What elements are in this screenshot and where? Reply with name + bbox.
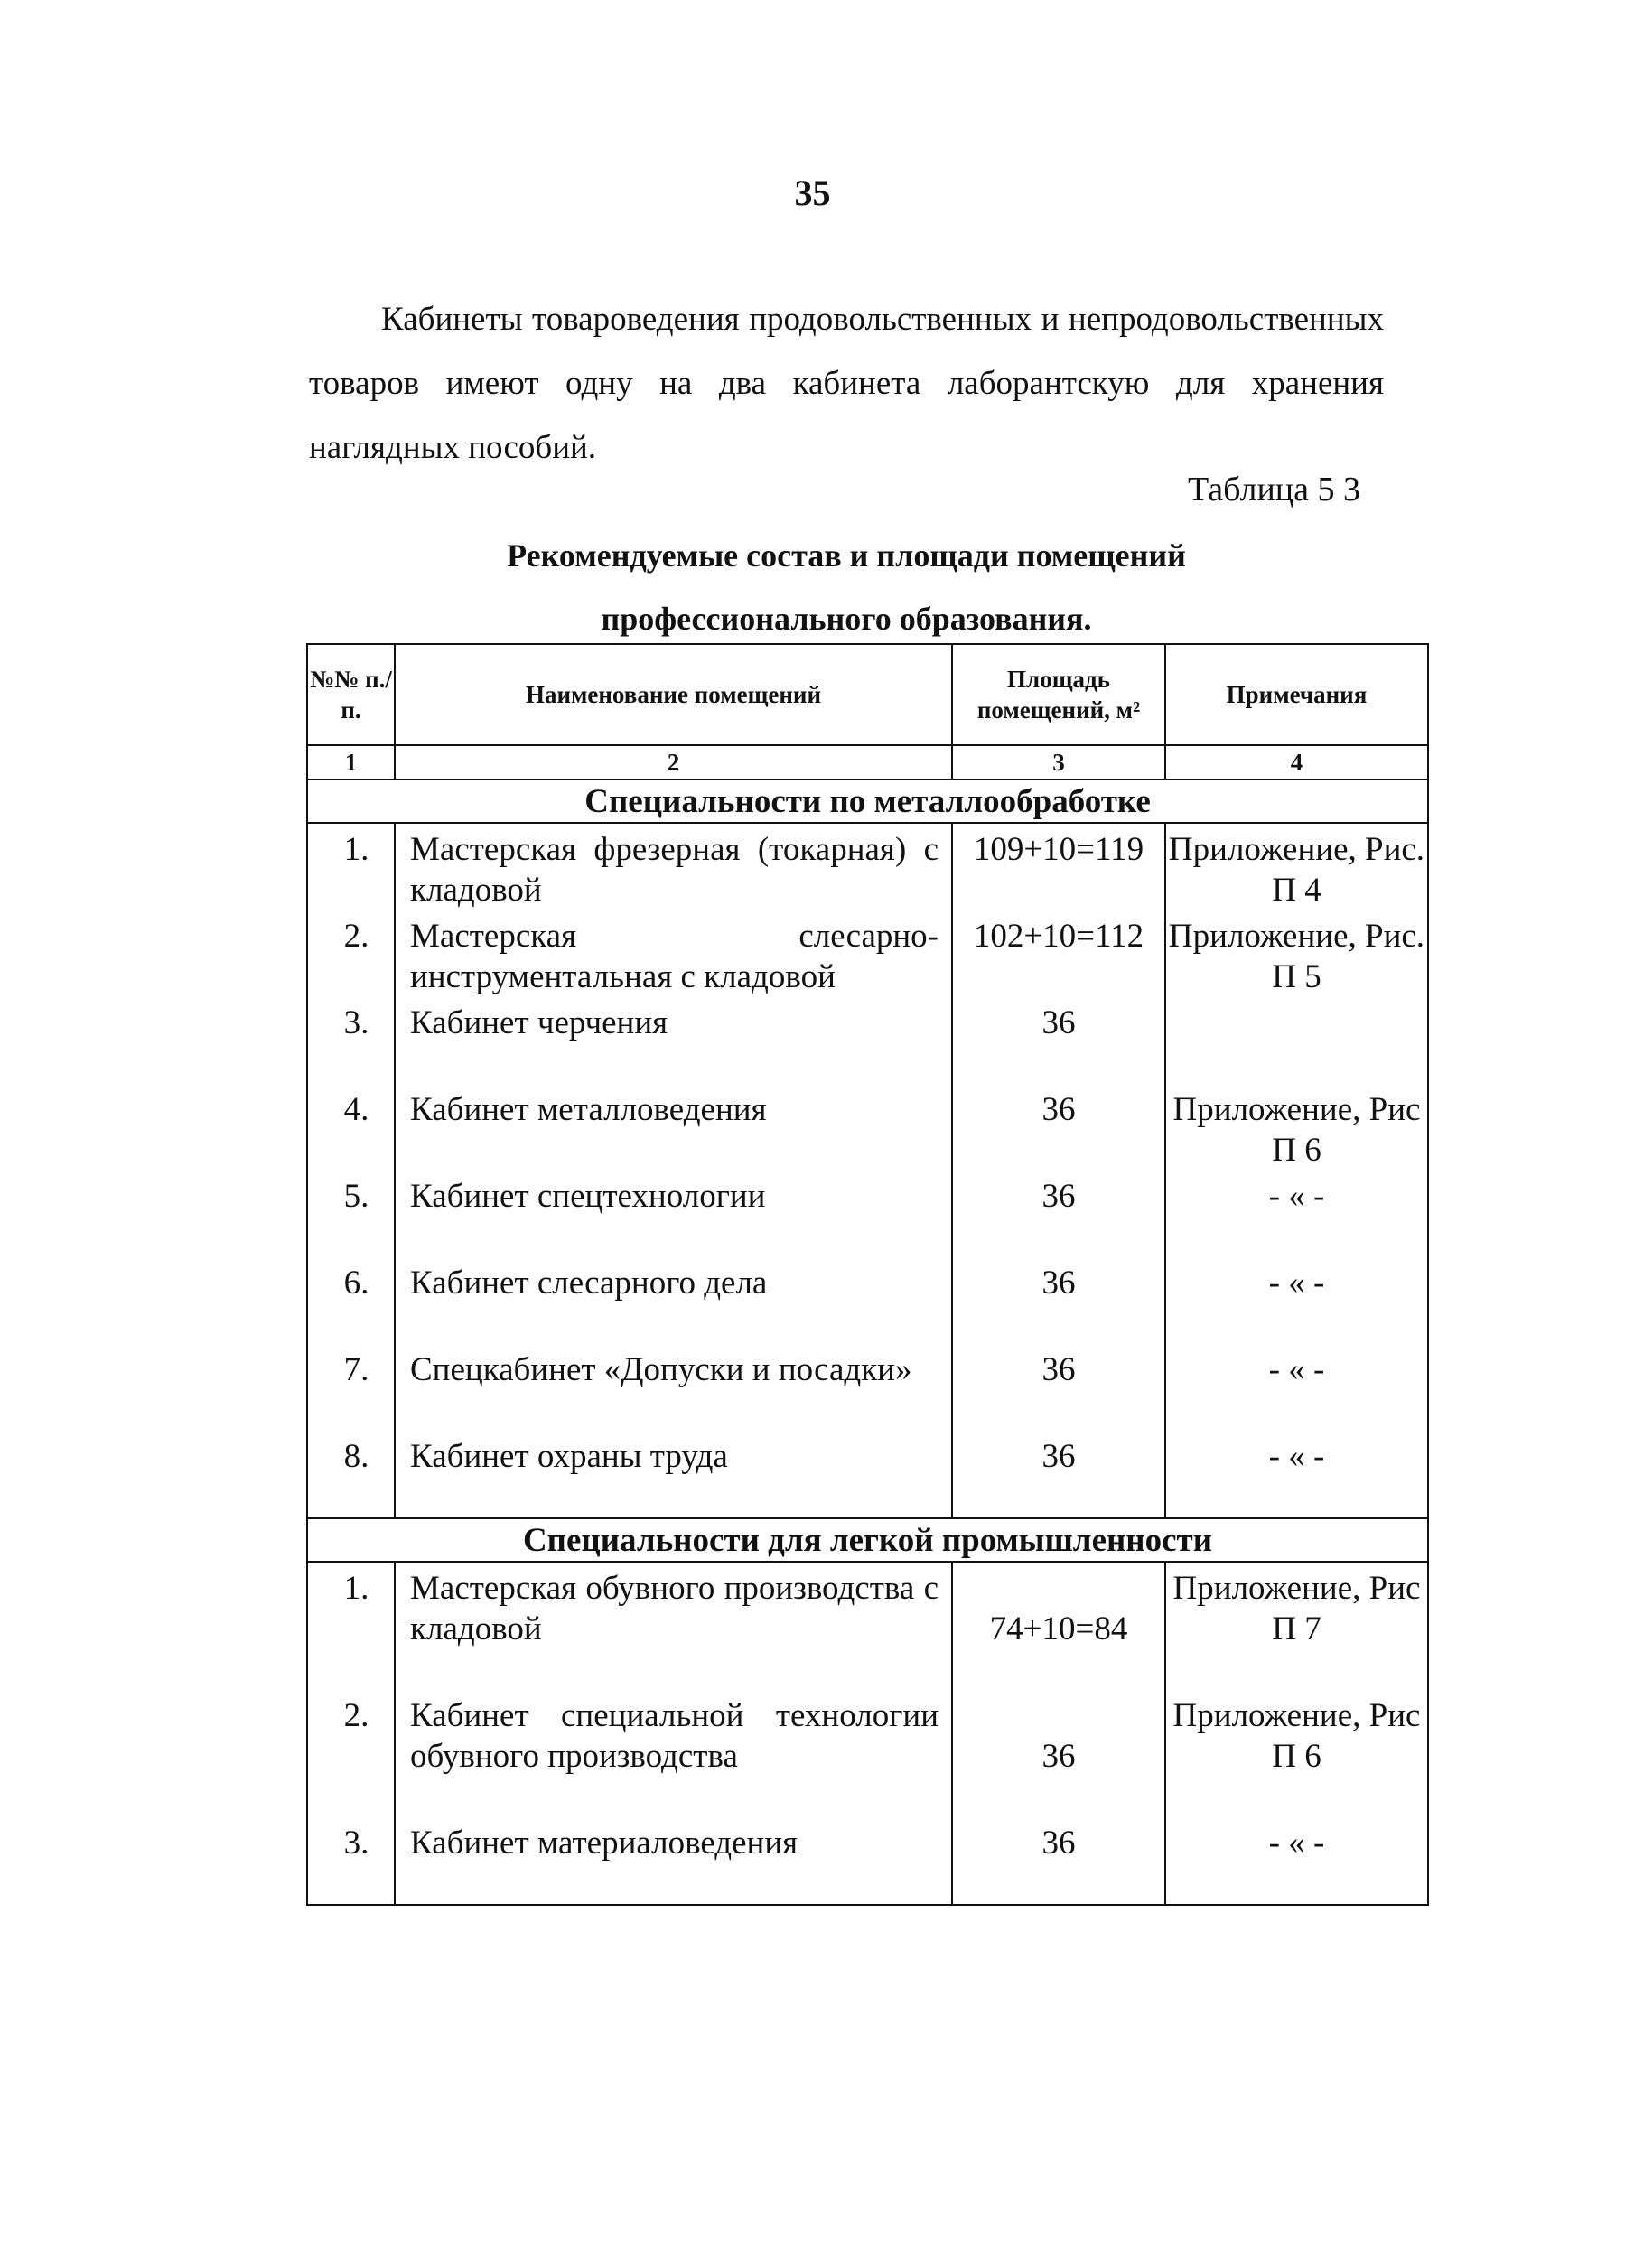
table-title-line-2: профессионального образования. (601, 601, 1092, 637)
row-note: Приложение, Рис. П 4 (1165, 823, 1428, 910)
row-name: Мастерская обувного производства с кладовой (395, 1562, 952, 1690)
column-number: 2 (395, 745, 952, 779)
row-num: 4. (307, 1084, 395, 1171)
intro-text: Кабинеты товароведения продовольственных и непродовольственных товаров имеют одну на два кабинета лаборантскую для хранения наглядных пособий. (309, 301, 1384, 466)
row-name: Кабинет специальной технологии обувного производства (395, 1690, 952, 1817)
row-num: 6. (307, 1257, 395, 1344)
intro-paragraph (309, 287, 1384, 480)
row-name: Кабинет черчения (395, 997, 952, 1084)
row-num: 1. (307, 823, 395, 910)
row-num: 3. (307, 1817, 395, 1905)
row-area: 36 (952, 1690, 1165, 1817)
section-row (307, 1518, 1428, 1562)
section-title: Специальности по металлообработке (307, 779, 1428, 823)
row-area: 36 (952, 1084, 1165, 1171)
row-num: 5. (307, 1171, 395, 1257)
column-number: 4 (1165, 745, 1428, 779)
row-note: Приложение, Рис П 7 (1165, 1562, 1428, 1690)
row-note (1165, 997, 1428, 1084)
rooms-table (306, 643, 1429, 1906)
table-row (307, 823, 1428, 910)
table-row (307, 1344, 1428, 1431)
row-note: Приложение, Рис П 6 (1165, 1084, 1428, 1171)
row-num: 7. (307, 1344, 395, 1431)
table-row (307, 1257, 1428, 1344)
row-name: Кабинет материаловедения (395, 1817, 952, 1905)
row-area: 36 (952, 1817, 1165, 1905)
header-area: Площадь помещений, м² (952, 644, 1165, 745)
table-row (307, 1171, 1428, 1257)
row-area: 109+10=119 (952, 823, 1165, 910)
table-header-row (307, 644, 1428, 745)
row-name: Мастерская слесарно-инструментальная с кладовой (395, 910, 952, 997)
row-note: - « - (1165, 1344, 1428, 1431)
section-row (307, 779, 1428, 823)
row-name: Спецкабинет «Допуски и посадки» (395, 1344, 952, 1431)
row-area: 36 (952, 997, 1165, 1084)
row-area: 36 (952, 1257, 1165, 1344)
table-row (307, 910, 1428, 997)
table-row (307, 1084, 1428, 1171)
header-note: Примечания (1165, 644, 1428, 745)
section-title: Специальности для легкой промышленности (307, 1518, 1428, 1562)
table-title (309, 524, 1384, 650)
row-area: 36 (952, 1431, 1165, 1518)
table-row (307, 997, 1428, 1084)
row-num: 8. (307, 1431, 395, 1518)
header-num: №№ п./п. (307, 644, 395, 745)
row-note: - « - (1165, 1431, 1428, 1518)
table-label: Таблица 5 3 (1187, 471, 1360, 509)
table-row (307, 1431, 1428, 1518)
row-note: - « - (1165, 1171, 1428, 1257)
row-note: Приложение, Рис П 6 (1165, 1690, 1428, 1817)
row-area: 102+10=112 (952, 910, 1165, 997)
row-note: - « - (1165, 1817, 1428, 1905)
column-number: 1 (307, 745, 395, 779)
row-note: - « - (1165, 1257, 1428, 1344)
row-area: 74+10=84 (952, 1562, 1165, 1690)
row-area: 36 (952, 1344, 1165, 1431)
table-row (307, 1817, 1428, 1905)
column-number: 3 (952, 745, 1165, 779)
table-row (307, 1690, 1428, 1817)
table-title-line-1: Рекомендуемые состав и площади помещений (507, 537, 1186, 574)
row-name: Кабинет охраны труда (395, 1431, 952, 1518)
row-note: Приложение, Рис. П 5 (1165, 910, 1428, 997)
row-name: Мастерская фрезерная (токарная) с кладовой (395, 823, 952, 910)
row-num: 1. (307, 1562, 395, 1690)
row-num: 2. (307, 910, 395, 997)
row-area: 36 (952, 1171, 1165, 1257)
column-number-row (307, 745, 1428, 779)
row-num: 2. (307, 1690, 395, 1817)
page-number: 35 (794, 173, 831, 213)
row-name: Кабинет слесарного дела (395, 1257, 952, 1344)
row-name: Кабинет металловедения (395, 1084, 952, 1171)
row-num: 3. (307, 997, 395, 1084)
row-name: Кабинет спецтехнологии (395, 1171, 952, 1257)
table-row (307, 1562, 1428, 1690)
header-name: Наименование помещений (395, 644, 952, 745)
